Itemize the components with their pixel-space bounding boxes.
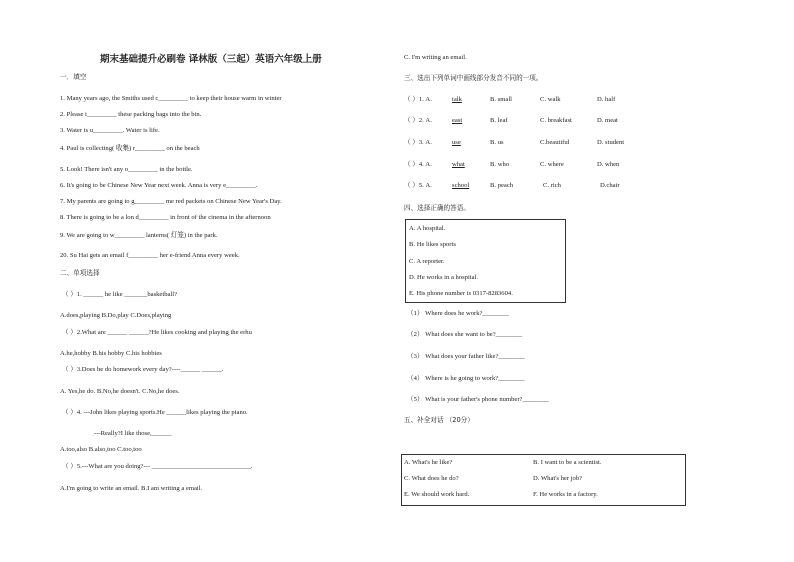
page-title: 期末基础提升必刷卷 译林版（三起）英语六年级上册 — [100, 54, 322, 65]
fill-item: 6. It's going to be Chinese New Year next week. Anna is very e_________. — [60, 182, 258, 189]
mc-options: A. Yes,he do. B.No,he doesn't. C.No,he does. — [60, 388, 180, 395]
phonics-option-c: C. where — [540, 161, 564, 168]
phonics-option-b: B. leaf — [490, 117, 508, 124]
phonics-option-a: school — [452, 182, 470, 189]
phonics-option-c: C.beautiful — [540, 139, 570, 146]
phonics-stem: （ ）4. A. — [404, 161, 432, 168]
mc-question: （ ）5.---What are you doing?--- ______________________________. — [62, 463, 253, 470]
section-fill-heading: 一．填空 — [60, 73, 87, 81]
section-answers-heading: 四、选择正确的答语。 — [404, 204, 470, 212]
answer-question: （1） Where does he work?________ — [407, 310, 509, 317]
phonics-option-a: what — [452, 161, 465, 168]
phonics-option-a: east — [452, 117, 463, 124]
mc-question: （ ）1. ______ he like _______basketball? — [62, 291, 178, 298]
phonics-option-c: C. walk — [540, 96, 561, 103]
answer-question: （2） What does she want to be?________ — [407, 331, 523, 338]
mc-options: A.too,also B.also,too C.too,too — [60, 446, 142, 453]
phonics-stem: （ ）2. A. — [404, 117, 432, 124]
phonics-option-c: C. rich — [543, 182, 561, 189]
mc-question: （ ）4. ---John likes playing sports.He ______likes playing the piano. — [62, 409, 248, 416]
phonics-option-b: B. small — [490, 96, 512, 103]
mc-question-continued: ---Really?I like those,______ — [94, 430, 172, 437]
phonics-option-a: use — [452, 139, 461, 146]
fill-item: 4. Paul is collecting( 收集) r_________ on the beach — [60, 145, 200, 152]
phonics-option-d: D. when — [597, 161, 620, 168]
answer-option: C. A reporter. — [409, 258, 445, 265]
fill-item: 5. Look! There isn't any o_________ in the bottle. — [60, 166, 193, 173]
answer-question: （5） What is your father's phone number?________ — [407, 396, 549, 403]
mc-question: （ ）2.What are ______ ______?He likes cooking and playing the erhu — [62, 329, 252, 336]
phonics-option-d: D. half — [597, 96, 616, 103]
phonics-option-b: B. who — [490, 161, 510, 168]
fill-item: 3. Water is u_________. Water is life. — [60, 127, 160, 134]
answer-option: A. A hospital. — [409, 225, 446, 232]
phonics-option-d: D. meat — [597, 117, 618, 124]
phonics-option-a: talk — [452, 96, 462, 103]
phonics-option-b: B. us — [490, 139, 504, 146]
answer-option: B. He likes sports — [409, 241, 456, 248]
section-phonics-heading: 三、选出下列单词中画线部分发音不同的一项。 — [404, 74, 543, 82]
phonics-stem: （ ）1. A. — [404, 96, 432, 103]
answer-question: （3） What does your father like?________ — [407, 353, 525, 360]
mc-question: （ ）3.Does he do homework every day?----______ ______. — [62, 366, 224, 373]
phonics-option-c: C. breakfast — [540, 117, 572, 124]
dialogue-option: A. What's he like? — [404, 459, 453, 466]
phonics-option-d: D.chair — [600, 182, 620, 189]
mc-options: A.does,playing B.Do,play C.Does,playing — [60, 312, 172, 319]
answer-option: E. His phone number is 0317-8283604. — [409, 290, 513, 297]
dialogue-option: D. What's her job? — [533, 475, 583, 482]
section-mc-heading: 二、单项选择 — [60, 269, 100, 277]
answer-option: D. He works in a hospital. — [409, 274, 479, 281]
section-dialogue-heading: 五、补全对话 （20分） — [404, 416, 474, 424]
dialogue-option: B. I want to be a scientist. — [533, 459, 602, 466]
dialogue-option: C. What does he do? — [404, 475, 459, 482]
phonics-stem: （ ）3. A. — [404, 139, 432, 146]
dialogue-option: E. We should work hard. — [404, 491, 470, 498]
fill-item: 7. My parents are going to g_________ me red packets on Chinese New Year's Day. — [60, 198, 282, 205]
fill-item: 1. Many years ago, the Smiths used c_________ to keep their house warm in winter — [60, 95, 282, 102]
answer-question: （4） Where is he going to work?________ — [407, 375, 525, 382]
mc-option-c: C. I'm writing an email. — [404, 54, 467, 61]
phonics-option-b: B. peach — [490, 182, 514, 189]
mc-options: A.he,hobby B.his hobby C.his hobbies — [60, 350, 162, 357]
fill-item: 20. Su Hai gets an email f_________ her e-friend Anna every week. — [60, 252, 240, 259]
fill-item: 2. Please t_________ these packing bags into the bin. — [60, 111, 202, 118]
fill-item: 8. There is going to be a lon d_________ in front of the cinema in the afternoon — [60, 214, 271, 221]
phonics-stem: （ ）5. A. — [404, 182, 432, 189]
dialogue-option: F. He works in a factory. — [533, 491, 598, 498]
fill-item: 9. We are going to w_________ lanterns( 灯笼) in the park. — [60, 232, 218, 239]
mc-options: A.I'm going to write an email. B.I am writing a email. — [60, 485, 203, 492]
phonics-option-d: D. student — [597, 139, 625, 146]
